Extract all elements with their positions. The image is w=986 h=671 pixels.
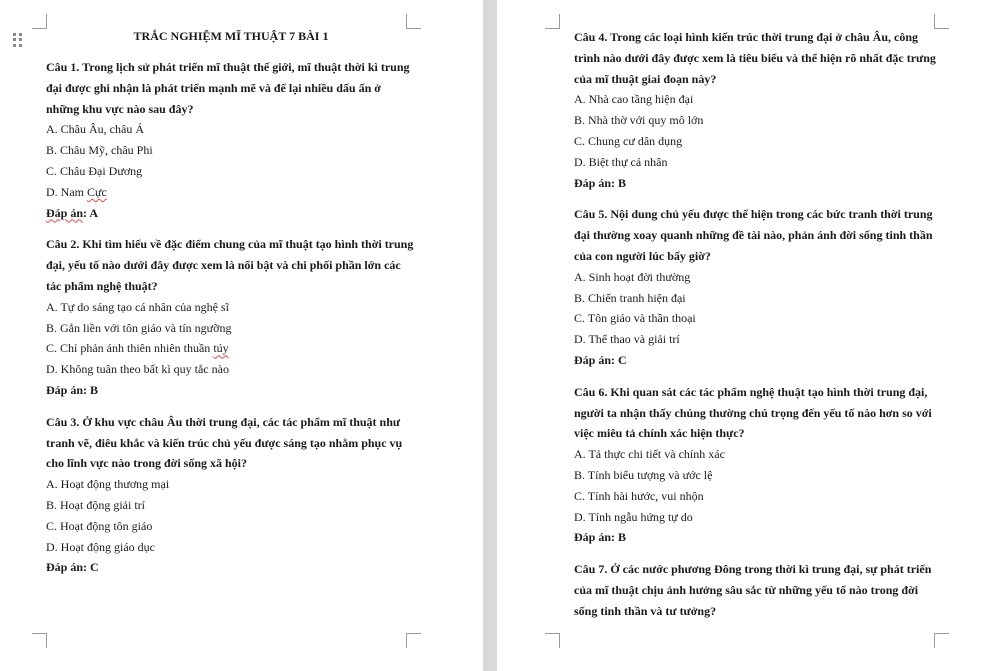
q5-option-c: C. Tôn giáo và thần thoại xyxy=(574,311,696,326)
q4-answer: Đáp án: B xyxy=(574,175,627,190)
q1-answer-value: : A xyxy=(83,205,99,220)
q2-answer: Đáp án: B xyxy=(46,382,99,397)
q1-option-b: B. Châu Mỹ, châu Phi xyxy=(46,143,153,158)
question-3: Câu 3. Ở khu vực châu Âu thời trung đại, các tác phẩm mĩ thuật như tranh vẽ, điêu khắc và kiến trúc chủ yếu được sáng tạo nhằm phục vụ cho lĩnh vực nào trong đời sống xã hội? xyxy=(46,414,403,471)
q5-option-b: B. Chiến tranh hiện đại xyxy=(574,290,686,305)
q1-option-d xyxy=(46,182,416,203)
q1-option-d-text: D. Nam xyxy=(46,184,87,199)
q2-option-a: A. Tự do sáng tạo cá nhân của nghệ sĩ xyxy=(46,299,229,314)
question-7: Câu 7. Ở các nước phương Đông trong thời kì trung đại, sự phát triển của mĩ thuật chịu ảnh hưởng sâu sắc từ những yếu tố nào trong đời sống tinh thần và tư tưởng? xyxy=(574,562,932,618)
q1-option-a: A. Châu Âu, châu Á xyxy=(46,122,144,137)
q5-option-d: D. Thể thao và giải trí xyxy=(574,332,680,347)
q5-answer: Đáp án: C xyxy=(574,352,627,367)
question-5: Câu 5. Nội dung chủ yếu được thể hiện trong các bức tranh thời trung đại thường xoay quanh những đề tài nào, phản ánh đời sống tinh thần của con người lúc bấy giờ? xyxy=(574,207,933,263)
q6-option-c: C. Tính hài hước, vui nhộn xyxy=(574,488,704,503)
q6-answer: Đáp án: B xyxy=(574,530,627,545)
q6-option-b: B. Tính biểu tượng và ước lệ xyxy=(574,467,713,482)
question-6: Câu 6. Khi quan sát các tác phẩm nghệ thuật tạo hình thời trung đại, người ta nhận thấy chúng thường chú trọng đến yếu tố nào hơn so với việc miêu tả chính xác hiện thực? xyxy=(574,384,932,441)
q3-option-b: B. Hoạt động giải trí xyxy=(46,497,145,512)
spellcheck-flag[interactable]: Cực xyxy=(87,184,107,199)
q3-option-a: A. Hoạt động thương mại xyxy=(46,477,170,492)
margin-corner-bottom-left xyxy=(32,633,47,648)
q4-option-a: A. Nhà cao tầng hiện đại xyxy=(574,92,694,107)
q2-option-c-text: C. Chỉ phản ánh thiên nhiên thuần xyxy=(46,341,214,356)
q1-option-c: C. Châu Đại Dương xyxy=(46,163,143,178)
question-1: Câu 1. Trong lịch sử phát triển mĩ thuật thế giới, mĩ thuật thời kì trung đại được ghi nhận là phát triển mạnh mẽ và để lại nhiều dấu ấn ở những khu vực nào sau đây? xyxy=(46,60,410,116)
left-column xyxy=(46,57,416,578)
document-page-left[interactable] xyxy=(0,0,483,671)
q3-option-c: C. Hoạt động tôn giáo xyxy=(46,518,153,533)
q6-option-a: A. Tả thực chi tiết và chính xác xyxy=(574,447,725,462)
drag-handle-icon[interactable] xyxy=(13,33,23,47)
q2-option-d: D. Không tuân theo bất kì quy tắc nào xyxy=(46,362,229,377)
spellcheck-flag[interactable]: túy xyxy=(213,341,229,356)
question-2: Câu 2. Khi tìm hiểu về đặc điểm chung của mĩ thuật tạo hình thời trung đại, yếu tố nào dưới đây được xem là nổi bật và chi phối phần lớn các tác phẩm nghệ thuật? xyxy=(46,237,414,293)
q1-answer xyxy=(46,203,416,224)
q5-option-a: A. Sinh hoạt đời thường xyxy=(574,269,691,284)
q3-answer: Đáp án: C xyxy=(46,560,99,575)
spellcheck-flag[interactable]: Đáp án xyxy=(46,205,84,220)
margin-corner-bottom-right xyxy=(934,633,949,648)
margin-corner-bottom-right xyxy=(406,633,421,648)
q2-option-c xyxy=(46,338,416,359)
q6-option-d: D. Tính ngẫu hứng tự do xyxy=(574,509,693,524)
page-gutter xyxy=(483,0,497,671)
question-4: Câu 4. Trong các loại hình kiến trúc thời trung đại ở châu Âu, công trình nào dưới đây được xem là tiêu biểu và thể hiện rõ nhất đặc trưng của mĩ thuật giai đoạn này? xyxy=(574,30,936,86)
margin-corner-bottom-left xyxy=(545,633,560,648)
q4-option-b: B. Nhà thờ với quy mô lớn xyxy=(574,113,704,128)
margin-corner-top-left xyxy=(32,14,47,29)
q4-option-d: D. Biệt thự cá nhân xyxy=(574,154,668,169)
margin-corner-top-left xyxy=(545,14,560,29)
q4-option-c: C. Chung cư dân dụng xyxy=(574,133,683,148)
q2-option-b: B. Gắn liền với tôn giáo và tín ngưỡng xyxy=(46,320,232,335)
document-title: TRẮC NGHIỆM MĨ THUẬT 7 BÀI 1 xyxy=(133,29,329,43)
right-column xyxy=(574,27,938,622)
q3-option-d: D. Hoạt động giáo dục xyxy=(46,539,155,554)
